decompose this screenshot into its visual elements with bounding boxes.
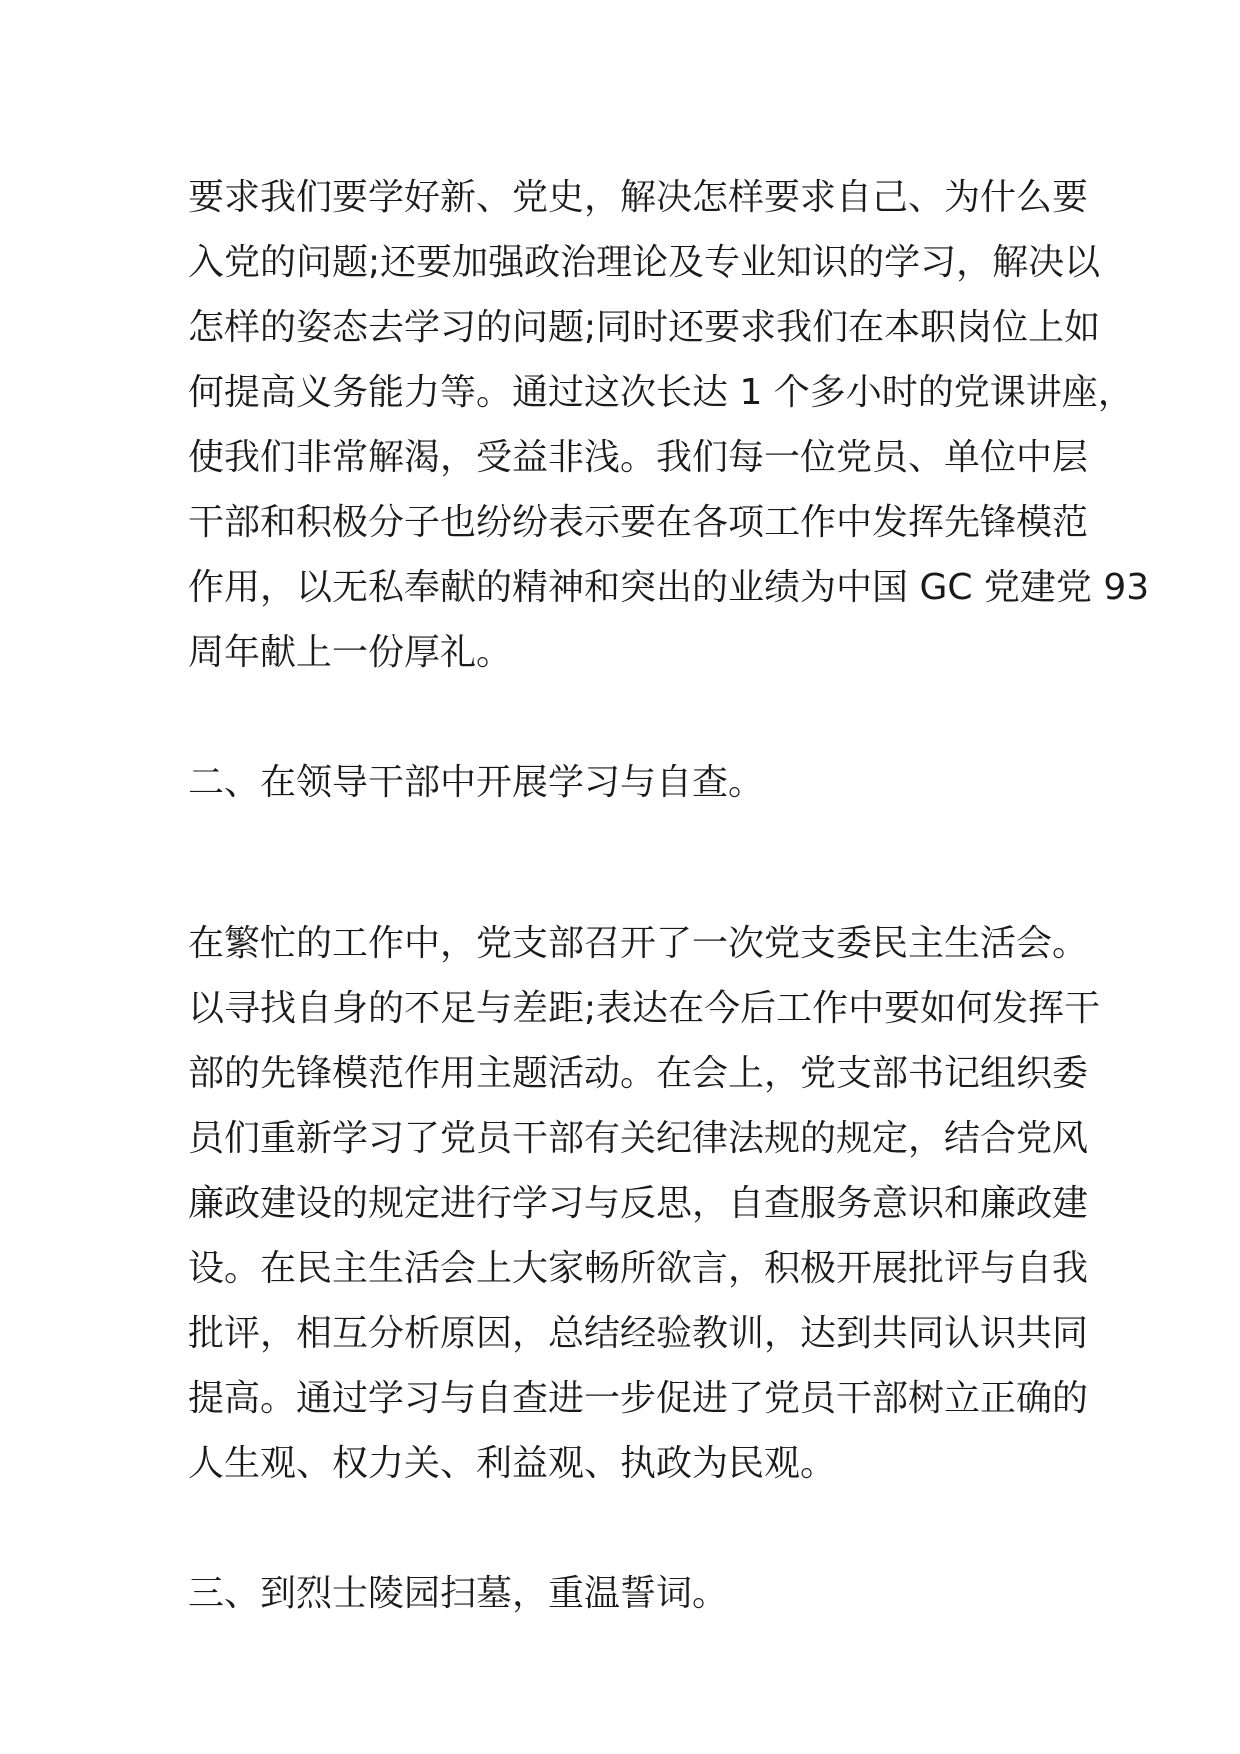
paragraph-line: 人生观、权力关、利益观、执政为民观。 — [188, 1443, 837, 1484]
paragraph-line: 部的先锋模范作用主题活动。在会上，党支部书记组织委 — [188, 1053, 1089, 1094]
paragraph-line: 作用，以无私奉献的精神和突出的业绩为中国 GC 党建党 93 — [188, 567, 1150, 608]
section-heading-text: 二、在领导干部中开展学习与自查。 — [188, 762, 765, 803]
paragraph-line: 在繁忙的工作中，党支部召开了一次党支委民主生活会。 — [188, 923, 1089, 964]
paragraph-line: 提高。通过学习与自查进一步促进了党员干部树立正确的 — [188, 1378, 1089, 1419]
section-heading-3 — [188, 1561, 1058, 1626]
paragraph-line: 入党的问题;还要加强政治理论及专业知识的学习，解决以 — [188, 242, 1101, 283]
paragraph-line: 使我们非常解渴，受益非浅。我们每一位党员、单位中层 — [188, 437, 1089, 478]
paragraph-1 — [188, 165, 1150, 685]
paragraph-line: 要求我们要学好新、党史，解决怎样要求自己、为什么要 — [188, 177, 1089, 218]
paragraph-line: 员们重新学习了党员干部有关纪律法规的规定，结合党风 — [188, 1118, 1089, 1159]
paragraph-line: 周年献上一份厚礼。 — [188, 632, 513, 673]
paragraph-line: 何提高义务能力等。通过这次长达 1 个多小时的党课讲座， — [188, 372, 1134, 413]
paragraph-line: 设。在民主生活会上大家畅所欲言，积极开展批评与自我 — [188, 1248, 1089, 1289]
paragraph-line: 干部和积极分子也纷纷表示要在各项工作中发挥先锋模范 — [188, 502, 1089, 543]
paragraph-line: 怎样的姿态去学习的问题;同时还要求我们在本职岗位上如 — [188, 307, 1101, 348]
paragraph-line: 批评，相互分析原因，总结经验教训，达到共同认识共同 — [188, 1313, 1089, 1354]
paragraph-line: 以寻找自身的不足与差距;表达在今后工作中要如何发挥干 — [188, 988, 1101, 1029]
section-heading-2 — [188, 750, 1058, 815]
section-heading-text: 三、到烈士陵园扫墓，重温誓词。 — [188, 1573, 729, 1614]
paragraph-line: 廉政建设的规定进行学习与反思，自查服务意识和廉政建 — [188, 1183, 1089, 1224]
paragraph-2 — [188, 911, 1101, 1496]
